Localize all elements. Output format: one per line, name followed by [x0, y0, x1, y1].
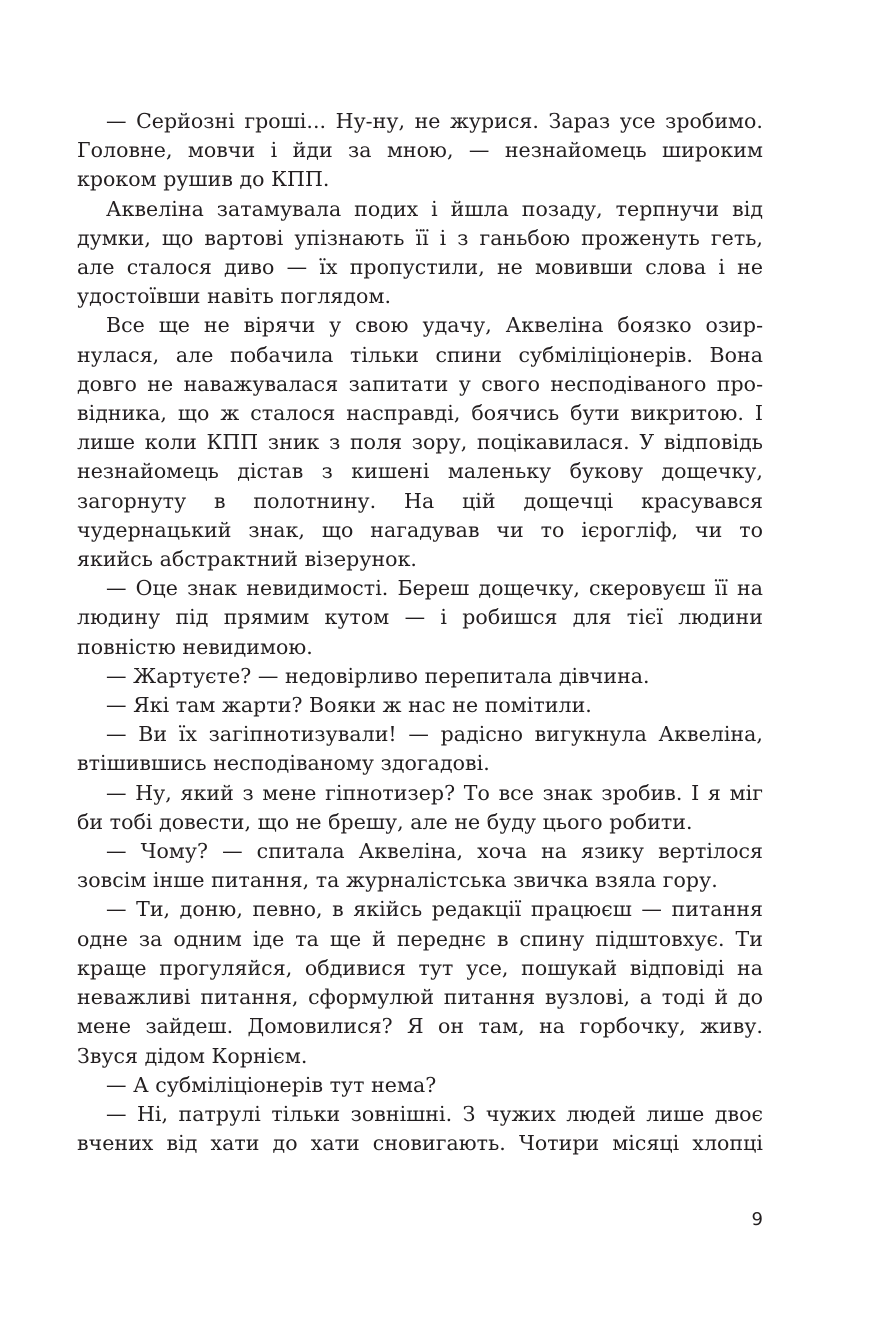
paragraph: — Ну, який з мене гіпнотизер? То все знак зробив. І я міг би тобі довести, що не брешу, але не буду цього робити.	[77, 780, 763, 834]
paragraph: — Оце знак невидимості. Береш дощечку, скеровуєш її на людину під прямим кутом — і робишся для тієї людини повністю невидимою.	[77, 576, 763, 659]
paragraph: — Чому? — спитала Аквеліна, хоча на язику вертілося зовсім інше питання, та журналістська звичка взяла гору.	[77, 839, 763, 893]
paragraph: — Які там жарти? Вояки ж нас не помітили.	[106, 693, 592, 718]
paragraph: Аквеліна затамувала подих і йшла позаду, терпнучи від думки, що вартові упізнають її і з ганьбою проженуть геть, але сталося диво — їх пропустили, не мовивши слова і не удостоївши навіть поглядом.	[77, 196, 763, 309]
paragraph: — Жартуєте? — недовірливо перепитала дівчина.	[106, 663, 650, 688]
text-block	[77, 107, 763, 1158]
paragraph: — Ні, патрулі тільки зовнішні. З чужих людей лише двоє вчених від хати до хати сновигають. Чотири місяці хлопці	[77, 1101, 763, 1156]
page-body	[77, 107, 763, 1158]
paragraph: — Ви їх загіпнотизували! — радісно вигукнула Аквеліна, втішившись несподіваному здогадові.	[77, 722, 763, 776]
paragraph: Все ще не вірячи у свою удачу, Аквеліна боязко озирнулася, але побачила тільки спини субміліціонерів. Вона довго не наважувалася запитати у свого несподіваного провідника, що ж сталося насправді, боячись бути викритою. І лише коли КПП зник з поля зору, поцікавилася. У відповідь незнайомець дістав з кишені маленьку букову дощечку, загорнуту в полотнину. На цій дощечці красувався чудернацький знак, що нагадував чи то ієрогліф, чи то якийсь абстрактний візерунок.	[77, 313, 763, 572]
paragraph: — Ти, доню, певно, в якійсь редакції працюєш — питання одне за одним іде та ще й переднє в спину підштовхує. Ти краще прогуляйся, обдивися тут усе, пошукай відповіді на неважливі питання, сформулюй питання вузлові, а тоді й до мене зайдеш. Домовилися? Я он там, на горбочку, живу. Звуся дідом Корнієм.	[77, 897, 763, 1068]
paragraph: — А субміліціонерів тут нема?	[106, 1072, 437, 1097]
paragraph: — Серйозні гроші... Ну-ну, не журися. Зараз усе зробимо. Головне, мовчи і йди за мною, — незнайомець широким кроком рушив до КПП.	[77, 109, 763, 192]
page-number: 9	[751, 1209, 763, 1230]
